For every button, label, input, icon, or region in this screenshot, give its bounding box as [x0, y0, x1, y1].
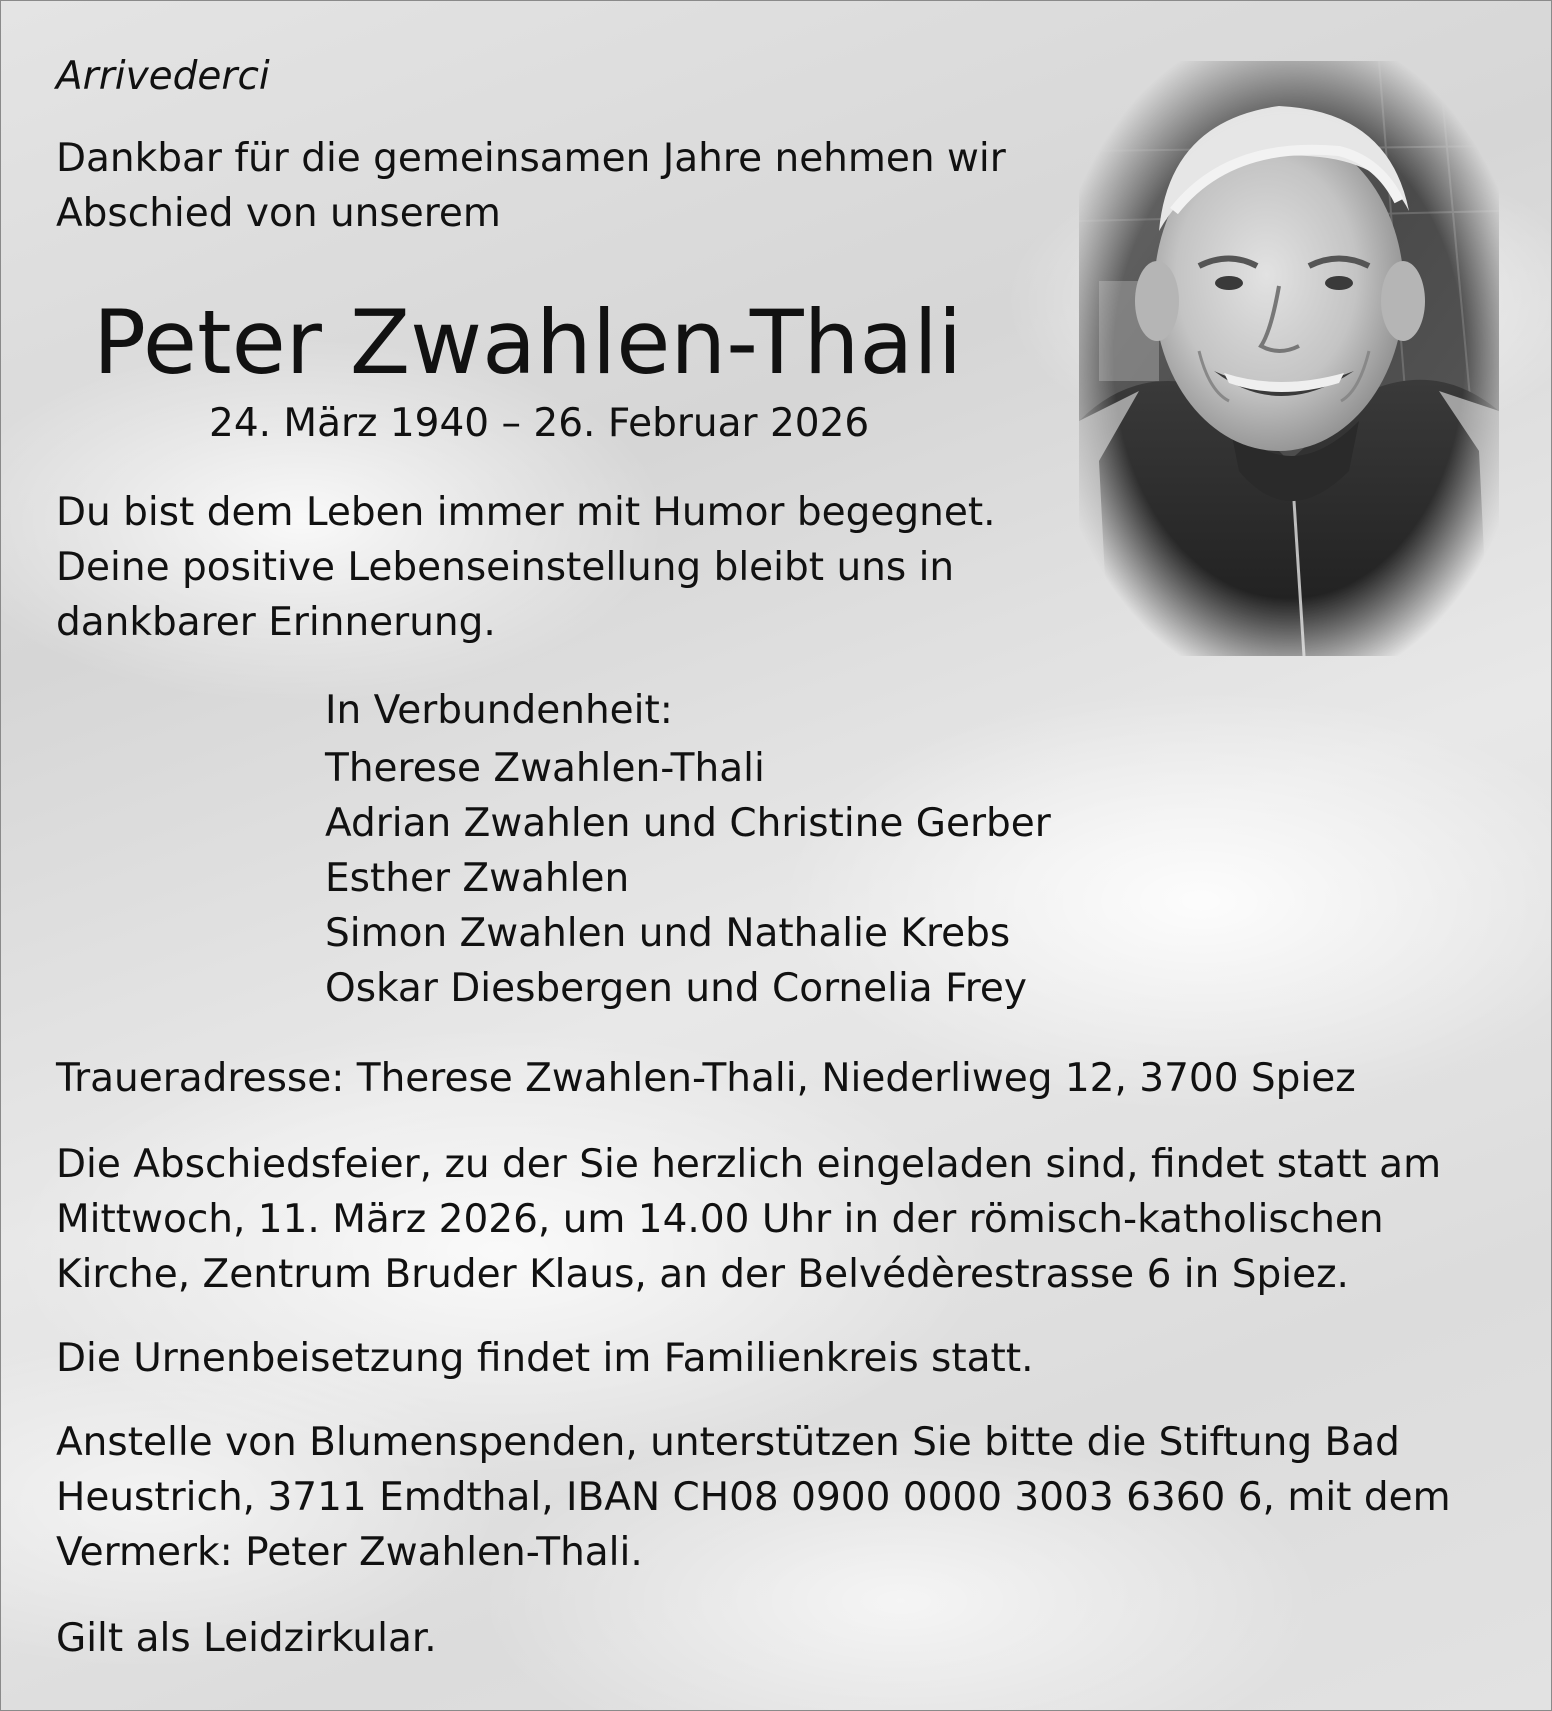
ceremony-line: Mittwoch, 11. März 2026, um 14.00 Uhr in der römisch-katholischen	[56, 1197, 1384, 1242]
memorial-line: Du bist dem Leben immer mit Humor begegnet.	[56, 490, 996, 535]
ceremony-line: Die Abschiedsfeier, zu der Sie herzlich eingeladen sind, findet statt am	[56, 1142, 1442, 1187]
intro-line: Dankbar für die gemeinsamen Jahre nehmen wir	[56, 136, 1006, 181]
memorial-line: Deine positive Lebenseinstellung bleibt uns in	[56, 545, 955, 590]
intro-title: Arrivederci	[56, 54, 270, 99]
family-member: Therese Zwahlen-Thali	[325, 746, 765, 791]
donation-line: Anstelle von Blumenspenden, unterstützen Sie bitte die Stiftung Bad	[56, 1420, 1400, 1465]
portrait-photo-icon	[1079, 61, 1499, 656]
life-dates: 24. März 1940 – 26. Februar 2026	[209, 401, 870, 446]
donation-line: Heustrich, 3711 Emdthal, IBAN CH08 0900 0000 3003 6360 6, mit dem	[56, 1475, 1451, 1520]
family-label: In Verbundenheit:	[325, 688, 673, 733]
family-list	[325, 683, 1051, 1016]
family-member: Simon Zwahlen und Nathalie Krebs	[325, 911, 1011, 956]
ceremony-info	[56, 1137, 1441, 1302]
donation-info	[56, 1415, 1451, 1580]
memorial-text	[56, 485, 996, 650]
portrait-photo	[1079, 61, 1499, 656]
memorial-line: dankbarer Erinnerung.	[56, 600, 496, 645]
family-member: Adrian Zwahlen und Christine Gerber	[325, 801, 1051, 846]
family-member: Oskar Diesbergen und Cornelia Frey	[325, 966, 1027, 1011]
intro-line: Abschied von unserem	[56, 191, 501, 236]
family-member: Esther Zwahlen	[325, 856, 630, 901]
ceremony-line: Kirche, Zentrum Bruder Klaus, an der Belvédèrestrasse 6 in Spiez.	[56, 1252, 1349, 1297]
urn-info: Die Urnenbeisetzung findet im Familienkreis statt.	[56, 1336, 1034, 1381]
donation-line: Vermerk: Peter Zwahlen-Thali.	[56, 1530, 643, 1575]
circular-note: Gilt als Leidzirkular.	[56, 1616, 437, 1661]
intro-text	[56, 131, 1006, 241]
deceased-name: Peter Zwahlen-Thali	[93, 291, 963, 394]
mourning-address: Traueradresse: Therese Zwahlen-Thali, Niederliweg 12, 3700 Spiez	[56, 1056, 1356, 1101]
